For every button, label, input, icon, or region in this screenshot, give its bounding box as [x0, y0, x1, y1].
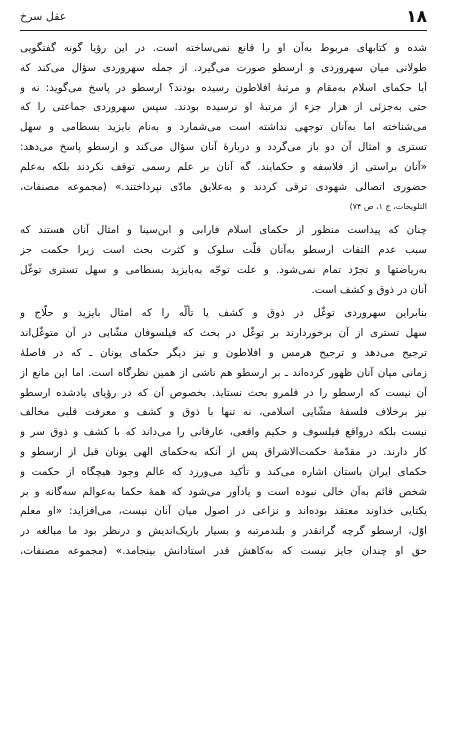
text-line: سهل تستری از آن برخوردارند بر توغّل در بحث که فیلسوفان مشّایی در آن متوغّل‌اند — [20, 327, 427, 340]
text-line: آنان در ذوق و کشف است. — [311, 283, 427, 296]
text-line: آیا حکمای اسلام به‌مقام و مرتبهٔ افلاطون رسیده بودند؟ ارسطو در پاسخ می‌گوید: نه و — [20, 81, 427, 94]
text-line: «آنان براستی از فلاسفه و حکمایند. گه آنان بر علم رسمی توقف نکردند بلکه به‌علم — [20, 160, 427, 173]
text-line: زمانی میان آنان ظهور کرده‌اند ـ بر ارسطو هم ناشی از همین نظرگاه است. اما این مانع از — [20, 366, 427, 379]
page-header — [20, 6, 427, 31]
paragraph-1 — [20, 39, 427, 217]
text-line: آن نیست که ارسطو را در قلمرو بحث نستاید. بخصوص آن که در رؤیای یادشده ارسطو — [20, 386, 427, 399]
text-line: سبب عدم التفات ارسطو به‌آنان قلّت سلوک و کثرت بحث است زیرا حکمت جز — [20, 243, 427, 256]
text-line: نیست بلکه درواقع فیلسوف و حکیم واقعی، عارفانی را می‌داند که با کشف و ذوق سر و — [20, 426, 427, 439]
text-line: به‌ریاضتها و تجرّد تمام نمی‌شود. و علت توجّه به‌بایزید بسطامی و سهل تستری توغّل — [20, 263, 427, 276]
text-line: نیز برخلاف فلسفهٔ مشّایی اسلامی، نه تنها با ذوق و کشف و معرفت قلبی مخالف — [20, 406, 427, 419]
paragraph-3 — [20, 304, 427, 561]
body-text — [20, 39, 427, 562]
text-line: کار دارند. در مقدّمهٔ حکمت‌الاشراق پس از آنکه به‌حکمای الهی یونان قبل از ارسطو و — [20, 445, 427, 458]
page-number: ۱۸ — [406, 7, 427, 27]
text-line: ترجیح می‌دهد و ترجیح هرمس و افلاطون و نیز دیگر حکمای یونان ـ که در فاصلهٔ — [20, 346, 427, 359]
text-line: تستری و امثال آن دو باز می‌گردد و دربارهٔ آنان سؤال می‌کند و ارسطو پاسخ می‌دهد: — [20, 140, 427, 153]
text-line: شخص قائم به‌آن خالی نبوده است و یادآور می‌شود که همهٔ حکما به‌عوالم سه‌گانه و بر — [20, 485, 427, 498]
citation-line: التلویحات، ج ۱، ص ۷۴) — [349, 202, 427, 212]
text-line: می‌شناخته اما به‌آنان توجهی نداشته است می‌شمارد و به‌نام بایزید بسطامی و سهل — [20, 121, 427, 134]
text-line: حق او چندان جایز نیست که به‌کاهش قدر استادانش بینجامد.» (مجموعه مصنفات، — [20, 544, 427, 557]
text-line: طولانی میان سهروردی و ارسطو صورت می‌گیرد. از جمله سهروردی سؤال می‌کند که — [20, 61, 427, 74]
text-line: اوّل، ارسطو گرچه گرانقدر و بلندمرتبه و بسیار باریک‌اندیش و درنظر بود ما مبالغه در — [20, 525, 427, 538]
text-line: حکمای ایران باستان اشاره می‌کند و تأکید می‌ورزد که عالم وجود هیچگاه از حکمت و — [20, 465, 427, 478]
paragraph-2 — [20, 221, 427, 300]
text-line: حتی به‌جزئی از هزار جزء از مرتبهٔ او نرسیده بودند. سپس سهروردی جماعتی را که — [20, 101, 427, 114]
text-line: حضوری اتصالی شهودی ترقی کردند و به‌علایق مادّی نپرداختند.» (مجموعه مصنفات، — [20, 180, 427, 193]
text-line: بنابراین سهروردی توغّل در ذوق و کشف یا تألّه را که امثال بایزید و حلّاج و — [20, 307, 427, 320]
running-title: عقل سرخ — [20, 10, 67, 23]
text-line: یکتایی خداوند معتقد بوده‌اند و نزاعی در اصول میان آنان نیست، می‌افزاید: «او معلم — [20, 505, 427, 518]
text-line: شده و کتابهای مربوط به‌آن او را قانع نمی‌ساخته است. در این رؤیا گونه گفتگویی — [20, 42, 427, 54]
text-line: چنان که پیداست منظور از حکمای اسلام فارابی و ابن‌سینا و امثال آنان هستند که — [20, 224, 427, 237]
